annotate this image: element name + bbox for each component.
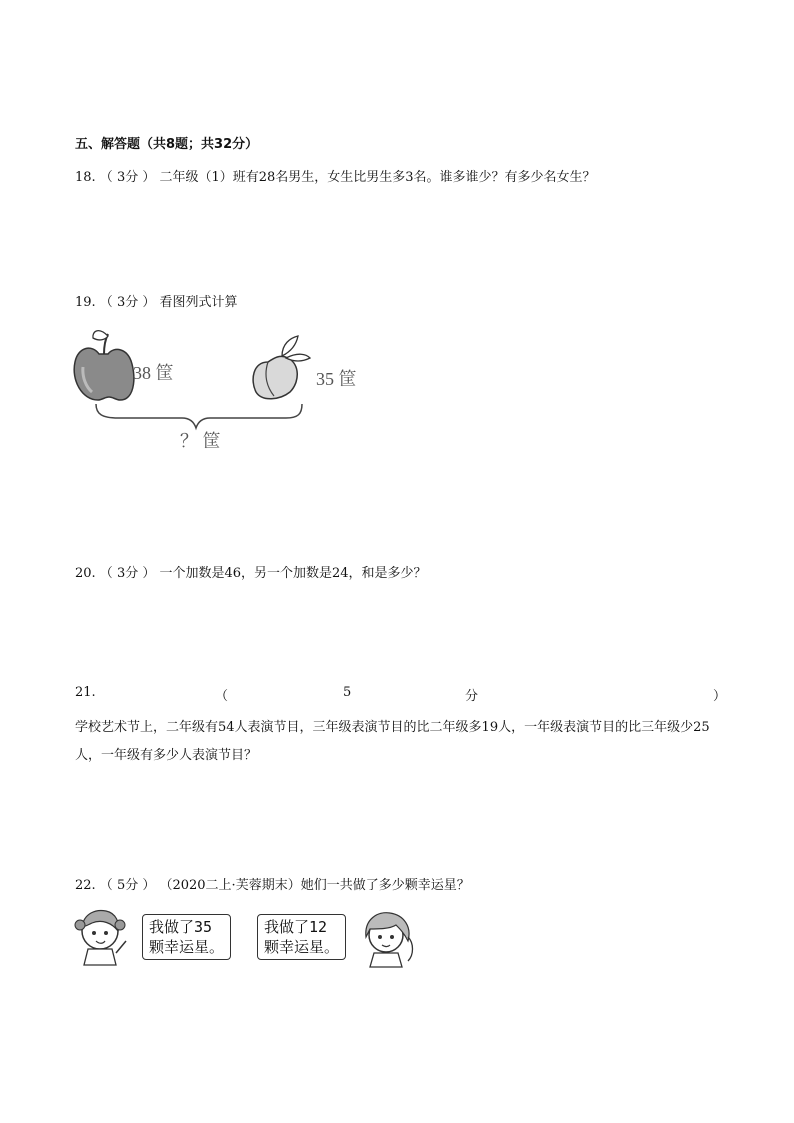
question-22: 22. （ 5分 ） （2020二上·芙蓉期末）她们一共做了多少颗幸运星？ (75, 878, 470, 893)
speech-bubble-right (257, 914, 346, 960)
apple-label: 38 筐 (133, 363, 174, 383)
section-title: 五、解答题（共8题；共32分） (75, 137, 259, 152)
question-19: 19. （ 3分 ） 看图列式计算 (75, 295, 238, 310)
bubble-left-line1: 我做了35 (149, 918, 213, 936)
speech-bubble-left (142, 914, 231, 960)
question-20: 20. （ 3分 ） 一个加数是46，另一个加数是24，和是多少？ (75, 566, 427, 581)
bubble-right-line2: 颗幸运星。 (264, 938, 340, 956)
question-18: 18. （ 3分 ） 二年级（1）班有28名男生，女生比男生多3名。谁多谁少？有多少名女生？ (75, 170, 596, 185)
q21-unit: 分 (465, 689, 479, 704)
q21-score: 5 (343, 685, 352, 700)
question-21-header (75, 685, 727, 704)
girl-left-icon (72, 905, 132, 967)
q21-number: 21. (75, 685, 96, 700)
question-21-body: 学校艺术节上，二年级有54人表演节目，三年级表演节目的比二年级多19人，一年级表演节目的比三年级少25人，一年级有多少人表演节目？ (75, 720, 710, 763)
bubble-right-line1: 我做了12 (264, 918, 328, 936)
q21-paren-open: （ (215, 689, 229, 704)
total-label: ？ 筐 (180, 431, 221, 451)
bubble-left-line2: 颗幸运星。 (149, 938, 225, 956)
apple-icon (74, 331, 134, 400)
peach-icon (253, 336, 310, 399)
q21-paren-close: ） (713, 689, 727, 704)
girl-right-icon (356, 907, 422, 969)
peach-label: 35 筐 (316, 369, 357, 389)
